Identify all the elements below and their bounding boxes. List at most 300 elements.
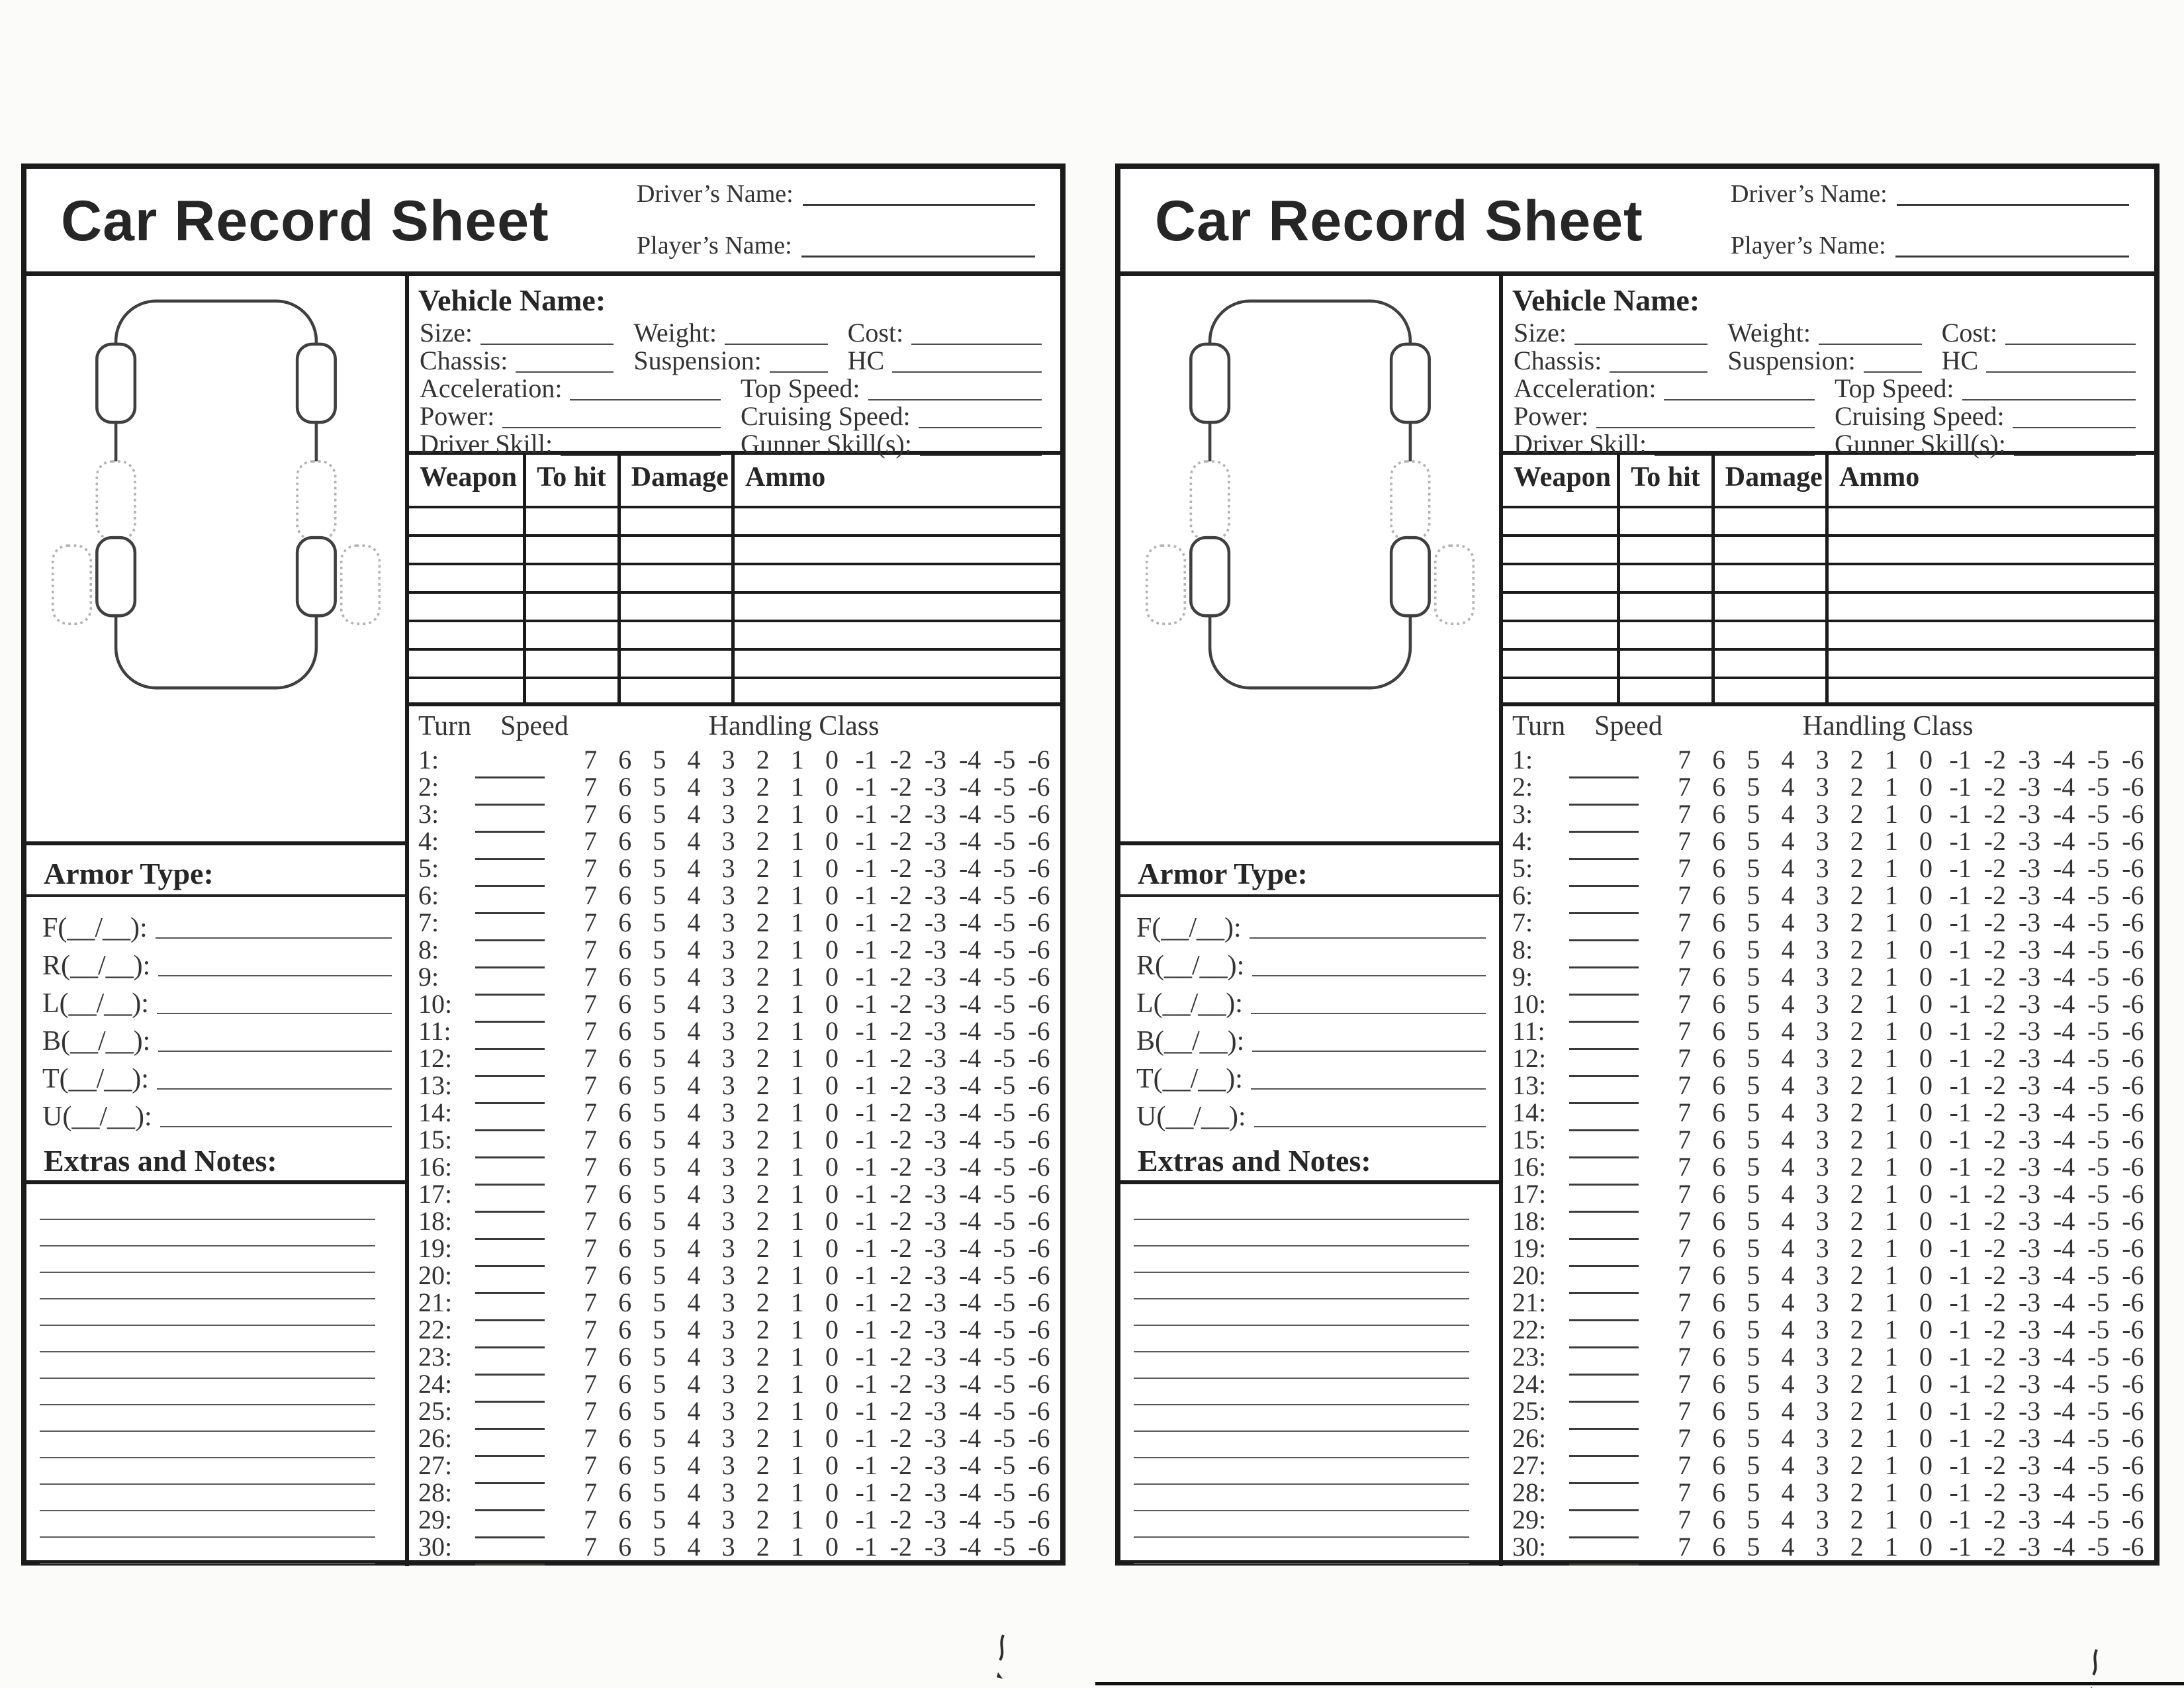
handling-class-value: 1: [790, 880, 804, 910]
handling-class-value: -4: [2052, 1098, 2075, 1127]
handling-class-value: -6: [1028, 880, 1050, 910]
handling-class-value: 5: [653, 1423, 666, 1453]
ammo-cell: [1829, 508, 2154, 534]
handling-class-value: 5: [653, 1532, 666, 1562]
to-hit-cell: [1620, 651, 1715, 677]
handling-class-value: -5: [2087, 853, 2110, 883]
ammo-cell: [735, 508, 1060, 534]
weapon-table-row: [409, 506, 1060, 534]
handling-class-value: -6: [1028, 1288, 1050, 1317]
handling-rows: [1503, 746, 2154, 1560]
handling-class-value: -5: [2087, 1043, 2110, 1073]
vehicle-field-line: [1664, 399, 1815, 400]
handling-class-value: 7: [1678, 1206, 1692, 1236]
ammo-cell: [735, 622, 1060, 648]
note-ruled-line: [1134, 1220, 1469, 1246]
vehicle-field: [1514, 401, 1815, 432]
handling-class-value: 7: [584, 1152, 598, 1182]
handling-class-value: 5: [1747, 1532, 1760, 1562]
handling-class-value: -2: [889, 880, 912, 910]
handling-class-value: 4: [1781, 962, 1795, 992]
handling-class-value: -4: [2052, 962, 2075, 992]
speed-write-in-line: [1569, 804, 1639, 806]
handling-class-value: -6: [1028, 962, 1050, 992]
handling-class-value: 3: [721, 1179, 735, 1209]
handling-class-value: -2: [1983, 1315, 2006, 1344]
handling-class-value: 0: [825, 853, 839, 883]
handling-class-value: 5: [1747, 1396, 1760, 1426]
handling-class-value: 5: [653, 1152, 666, 1182]
to-hit-cell: [526, 537, 621, 563]
handling-class-value: -5: [993, 1288, 1016, 1317]
weapon-cell: [1503, 679, 1620, 705]
speed-write-in-line: [1569, 1156, 1639, 1158]
extras-notes-header: Extras and Notes:: [26, 1135, 405, 1184]
handling-class-value: 5: [1747, 1288, 1760, 1317]
handling-class-value: -4: [2052, 1070, 2075, 1100]
handling-class-scale: [573, 1397, 1060, 1425]
handling-class-value: 3: [1815, 1043, 1829, 1073]
handling-class-value: -6: [1028, 1505, 1050, 1534]
weapon-cell: [409, 622, 526, 648]
armor-location-label: T(__/__):: [42, 1064, 149, 1094]
handling-class-value: -3: [924, 1070, 947, 1100]
rear-right-outboard-tire-optional: [341, 545, 379, 624]
handling-class-scale: [1667, 1180, 2154, 1207]
handling-class-value: 6: [618, 1260, 632, 1290]
speed-write-in-line: [1569, 1401, 1639, 1403]
handling-class-value: 6: [618, 1125, 632, 1154]
turn-number-label: 4:: [1512, 826, 1533, 856]
handling-class-value: -3: [2018, 962, 2041, 992]
armor-rows: [1120, 897, 1499, 1133]
vehicle-field-line: [2013, 427, 2136, 428]
speed-write-in-line: [1569, 858, 1639, 860]
handling-class-value: 3: [1815, 1505, 1829, 1534]
handling-class-value: 2: [756, 1070, 770, 1100]
handling-class-value: 1: [790, 1342, 804, 1372]
damage-cell: [621, 565, 735, 591]
handling-class-value: 5: [653, 772, 666, 802]
weapon-column-header: Weapon: [409, 455, 526, 506]
speed-write-in-line: [1569, 912, 1639, 914]
handling-class-scale: [1667, 1370, 2154, 1397]
handling-class-value: -2: [889, 1315, 912, 1344]
handling-class-value: 4: [1781, 989, 1795, 1019]
handling-class-scale: [573, 1180, 1060, 1207]
handling-class-value: 0: [825, 1125, 839, 1154]
handling-class-value: 6: [618, 989, 632, 1019]
right-column: [409, 276, 1060, 1566]
handling-class-value: -1: [1949, 1043, 1972, 1073]
handling-class-value: 4: [687, 908, 701, 937]
handling-class-value: 0: [1919, 1423, 1933, 1453]
speed-write-in-line: [1569, 1265, 1639, 1267]
handling-class-value: 3: [721, 1423, 735, 1453]
handling-class-value: -5: [993, 745, 1016, 774]
speed-write-in-line: [475, 1129, 545, 1131]
speed-write-in-line: [1569, 1184, 1639, 1186]
handling-class-value: -3: [2018, 1450, 2041, 1480]
turn-number-label: 12:: [1512, 1043, 1547, 1073]
handling-class-value: -4: [2052, 1532, 2075, 1562]
handling-class-value: 5: [653, 1233, 666, 1263]
vehicle-field: [1835, 401, 2136, 432]
weapon-table-row: [1503, 677, 2154, 705]
vehicle-field-label: Weight:: [1727, 318, 1811, 348]
handling-class-value: 1: [1884, 908, 1898, 937]
handling-class-value: 2: [1850, 1016, 1864, 1046]
armor-value-line: [156, 937, 392, 939]
handling-class-value: 0: [1919, 1315, 1933, 1344]
handling-class-value: 4: [687, 989, 701, 1019]
names-block: [637, 169, 1060, 271]
handling-class-scale: [573, 1316, 1060, 1343]
turn-number-label: 4:: [418, 826, 439, 856]
weapon-table-rows: [1503, 506, 2154, 705]
damage-cell: [621, 679, 735, 705]
handling-class-value: 4: [687, 1179, 701, 1209]
handling-class-value: 1: [1884, 772, 1898, 802]
handling-class-value: 3: [1815, 1532, 1829, 1562]
handling-class-value: 7: [1678, 1477, 1692, 1507]
armor-row: [26, 1019, 405, 1057]
handling-class-value: 5: [653, 1070, 666, 1100]
player-name-field-line: [801, 256, 1035, 258]
handling-class-value: -6: [2122, 1450, 2144, 1480]
handling-class-value: 7: [584, 799, 598, 829]
handling-class-value: -2: [889, 962, 912, 992]
turn-number-label: 7:: [1512, 908, 1533, 937]
handling-class-value: -1: [1949, 1206, 1972, 1236]
speed-write-in-line: [475, 939, 545, 941]
turn-number-label: 5:: [418, 853, 439, 883]
turn-number-label: 16:: [418, 1152, 453, 1182]
handling-class-value: -6: [2122, 1043, 2144, 1073]
handling-class-value: 2: [1850, 1450, 1864, 1480]
handling-class-value: 3: [1815, 1450, 1829, 1480]
turn-number-label: 11:: [1512, 1016, 1545, 1046]
handling-class-value: 5: [653, 1396, 666, 1426]
handling-class-value: 0: [1919, 1098, 1933, 1127]
handling-class-value: -5: [2087, 1016, 2110, 1046]
handling-class-value: -1: [855, 1070, 878, 1100]
player-name-field-line: [1895, 256, 2129, 258]
handling-class-scale: [1667, 800, 2154, 827]
handling-class-value: 5: [1747, 745, 1760, 774]
handling-class-value: -1: [855, 1450, 878, 1480]
vehicle-field-label: Chassis:: [1514, 346, 1602, 375]
handling-class-value: -4: [958, 989, 981, 1019]
armor-location-label: B(__/__):: [42, 1026, 151, 1056]
ammo-cell: [735, 594, 1060, 620]
handling-class-value: 6: [618, 935, 632, 964]
handling-class-value: 6: [1712, 1016, 1726, 1046]
armor-location-label: L(__/__):: [1136, 988, 1243, 1019]
handling-class-value: 6: [1712, 1505, 1726, 1534]
damage-cell: [1715, 622, 1829, 648]
handling-class-value: -3: [2018, 799, 2041, 829]
handling-class-value: 3: [1815, 1233, 1829, 1263]
turn-number-label: 10:: [418, 989, 453, 1019]
weapon-column-header: To hit: [1620, 455, 1715, 506]
handling-class-value: 7: [584, 745, 598, 774]
handling-class-value: 4: [687, 1532, 701, 1562]
handling-class-scale: [1667, 1289, 2154, 1316]
handling-class-value: 4: [1781, 1260, 1795, 1290]
speed-write-in-line: [1569, 1048, 1639, 1050]
turn-number-label: 23:: [1512, 1342, 1547, 1372]
handling-class-value: -1: [1949, 1233, 1972, 1263]
handling-class-value: -2: [889, 745, 912, 774]
handling-class-value: -4: [958, 1098, 981, 1127]
note-ruled-line: [40, 1273, 375, 1299]
handling-class-value: -1: [1949, 853, 1972, 883]
to-hit-cell: [526, 622, 621, 648]
handling-class-value: -1: [1949, 1396, 1972, 1426]
handling-class-value: -3: [2018, 1532, 2041, 1562]
handling-class-value: 7: [1678, 1369, 1692, 1399]
handling-class-value: 4: [687, 1396, 701, 1426]
handling-class-value: 1: [1884, 1098, 1898, 1127]
speed-write-in-line: [475, 1021, 545, 1023]
handling-class-value: -2: [889, 1423, 912, 1453]
handling-class-value: 1: [1884, 1396, 1898, 1426]
handling-class-value: 4: [1781, 1179, 1795, 1209]
handling-class-value: -2: [889, 1532, 912, 1562]
handling-class-value: 6: [618, 1532, 632, 1562]
weapon-cell: [1503, 594, 1620, 620]
handling-class-value: -4: [958, 772, 981, 802]
handling-class-value: -2: [889, 772, 912, 802]
handling-class-value: 4: [687, 1098, 701, 1127]
speed-write-in-line: [475, 1564, 545, 1566]
handling-class-value: 0: [1919, 799, 1933, 829]
handling-class-value: 4: [687, 772, 701, 802]
vehicle-field: [741, 401, 1042, 432]
handling-class-value: 7: [1678, 989, 1692, 1019]
handling-class-value: -6: [1028, 1342, 1050, 1372]
handling-chart: [1503, 706, 2154, 1566]
armor-location-label: F(__/__):: [42, 913, 148, 943]
speed-write-in-line: [1569, 1536, 1639, 1538]
handling-class-value: 1: [1884, 1315, 1898, 1344]
handling-class-value: -3: [2018, 1206, 2041, 1236]
handling-class-scale: [573, 773, 1060, 800]
armor-value-line: [1250, 937, 1486, 939]
handling-class-scale: [1667, 1126, 2154, 1153]
note-ruled-line: [1134, 1246, 1469, 1273]
handling-class-value: -4: [958, 1505, 981, 1534]
vehicle-field-label: Driver Skill:: [420, 429, 553, 459]
handling-class-value: 2: [756, 908, 770, 937]
to-hit-cell: [526, 508, 621, 534]
handling-class-value: -6: [2122, 853, 2144, 883]
handling-class-value: 0: [825, 1505, 839, 1534]
handling-class-value: 2: [1850, 880, 1864, 910]
handling-class-value: -5: [2087, 1152, 2110, 1182]
handling-class-value: 6: [1712, 1423, 1726, 1453]
handling-class-value: 1: [790, 1369, 804, 1399]
handling-class-scale: [1667, 1153, 2154, 1180]
handling-class-value: -1: [1949, 1125, 1972, 1154]
handling-class-value: 5: [653, 989, 666, 1019]
handling-class-value: 0: [1919, 908, 1933, 937]
damage-cell: [1715, 508, 1829, 534]
vehicle-field: [420, 320, 614, 348]
handling-chart-header: [409, 710, 1060, 746]
handling-class-value: 2: [756, 1342, 770, 1372]
handling-class-value: -6: [1028, 1315, 1050, 1344]
speed-write-in-line: [1569, 831, 1639, 833]
note-ruled-line: [40, 1220, 375, 1246]
handling-class-value: -5: [2087, 1396, 2110, 1426]
armor-row: [26, 944, 405, 982]
handling-class-value: 3: [1815, 853, 1829, 883]
handling-class-value: 3: [1815, 1070, 1829, 1100]
handling-class-value: -4: [958, 1070, 981, 1100]
left-column: [26, 276, 409, 1566]
rear-right-tire: [297, 538, 336, 616]
handling-class-value: -6: [2122, 1342, 2144, 1372]
handling-class-scale: [573, 746, 1060, 773]
handling-class-value: 3: [1815, 1342, 1829, 1372]
vehicle-field-label: Weight:: [633, 318, 717, 348]
handling-class-value: 4: [1781, 1016, 1795, 1046]
handling-class-value: -4: [958, 853, 981, 883]
handling-class-value: -6: [2122, 1505, 2144, 1534]
car-body-outline: [1210, 301, 1410, 688]
handling-class-value: 3: [721, 1342, 735, 1372]
handling-class-value: 6: [1712, 1342, 1726, 1372]
handling-class-value: 4: [687, 1206, 701, 1236]
handling-class-value: -6: [1028, 1396, 1050, 1426]
speed-write-in-line: [1569, 1021, 1639, 1023]
handling-class-value: -6: [1028, 1423, 1050, 1453]
handling-class-scale: [1667, 1343, 2154, 1370]
vehicle-field-label: Gunner Skill(s):: [1835, 429, 2006, 459]
handling-class-value: -1: [855, 745, 878, 774]
handling-class-value: 1: [790, 1152, 804, 1182]
ammo-cell: [1829, 565, 2154, 591]
note-ruled-line: [40, 1405, 375, 1432]
handling-class-value: -4: [958, 880, 981, 910]
handling-class-value: 6: [618, 1206, 632, 1236]
handling-class-value: -4: [958, 1260, 981, 1290]
handling-class-value: 1: [790, 1532, 804, 1562]
handling-class-value: -6: [1028, 1179, 1050, 1209]
handling-class-value: -4: [958, 826, 981, 856]
handling-class-scale: [573, 1452, 1060, 1479]
handling-class-value: -4: [958, 1125, 981, 1154]
handling-class-value: -2: [1983, 799, 2006, 829]
scan-artifact-mark: [2085, 1647, 2105, 1688]
turn-number-label: 21:: [1512, 1288, 1547, 1317]
handling-class-value: -1: [1949, 1179, 1972, 1209]
handling-class-value: -1: [855, 1288, 878, 1317]
handling-class-value: 2: [1850, 989, 1864, 1019]
handling-class-value: 3: [1815, 1315, 1829, 1344]
armor-row: [26, 1057, 405, 1095]
handling-class-value: -5: [993, 1152, 1016, 1182]
handling-class-value: 3: [721, 799, 735, 829]
handling-class-scale: [573, 1289, 1060, 1316]
handling-class-value: -6: [2122, 908, 2144, 937]
handling-class-value: -6: [2122, 1369, 2144, 1399]
turn-number-label: 13:: [418, 1070, 453, 1100]
handling-class-value: 6: [1712, 1070, 1726, 1100]
weapon-cell: [1503, 622, 1620, 648]
handling-class-value: 6: [618, 745, 632, 774]
handling-class-scale: [1667, 963, 2154, 990]
turn-number-label: 22:: [1512, 1315, 1547, 1344]
handling-class-value: 1: [1884, 1152, 1898, 1182]
handling-class-value: 1: [1884, 853, 1898, 883]
handling-class-value: 0: [1919, 1450, 1933, 1480]
handling-class-value: 3: [1815, 1125, 1829, 1154]
handling-class-value: -3: [924, 1288, 947, 1317]
handling-class-value: 6: [1712, 853, 1726, 883]
car-record-sheet-left: [21, 164, 1066, 1566]
turn-number-label: 30:: [1512, 1532, 1547, 1562]
handling-class-value: -3: [2018, 1369, 2041, 1399]
vehicle-field-line: [2005, 344, 2136, 345]
handling-class-value: -4: [2052, 1288, 2075, 1317]
to-hit-cell: [1620, 622, 1715, 648]
handling-class-value: -3: [924, 935, 947, 964]
handling-class-value: -3: [2018, 1152, 2041, 1182]
handling-class-value: 7: [1678, 1260, 1692, 1290]
handling-class-scale: [1667, 1506, 2154, 1533]
note-ruled-line: [1134, 1326, 1469, 1352]
handling-class-value: -2: [1983, 908, 2006, 937]
handling-class-value: 5: [1747, 908, 1760, 937]
weapon-table-header: [1503, 455, 2154, 506]
weapon-column-header: To hit: [526, 455, 621, 506]
handling-class-value: -4: [2052, 745, 2075, 774]
handling-class-value: 7: [1678, 962, 1692, 992]
vehicle-field: [1835, 373, 2136, 404]
handling-class-value: 7: [1678, 908, 1692, 937]
handling-class-value: 3: [1815, 799, 1829, 829]
handling-class-value: -2: [889, 1477, 912, 1507]
turn-number-label: 19:: [418, 1233, 453, 1263]
driver-name-field-line: [803, 204, 1035, 206]
handling-class-value: -5: [993, 1477, 1016, 1507]
handling-class-value: -4: [2052, 853, 2075, 883]
to-hit-cell: [1620, 508, 1715, 534]
ammo-cell: [735, 651, 1060, 677]
handling-class-scale: [1667, 1207, 2154, 1235]
damage-cell: [1715, 679, 1829, 705]
note-ruled-line: [40, 1379, 375, 1405]
handling-class-value: -4: [2052, 799, 2075, 829]
handling-class-value: 7: [1678, 1179, 1692, 1209]
handling-class-value: 6: [618, 962, 632, 992]
handling-class-value: 6: [618, 1315, 632, 1344]
note-ruled-line: [40, 1299, 375, 1326]
handling-class-value: 5: [653, 1342, 666, 1372]
turn-number-label: 22:: [418, 1315, 453, 1344]
handling-class-value: 4: [687, 880, 701, 910]
handling-class-value: 1: [790, 1505, 804, 1534]
handling-class-value: -3: [924, 1098, 947, 1127]
handling-class-value: 6: [618, 853, 632, 883]
speed-write-in-line: [475, 966, 545, 968]
handling-class-value: -6: [2122, 880, 2144, 910]
handling-class-scale: [1667, 1099, 2154, 1126]
vehicle-field: [1514, 348, 1707, 376]
